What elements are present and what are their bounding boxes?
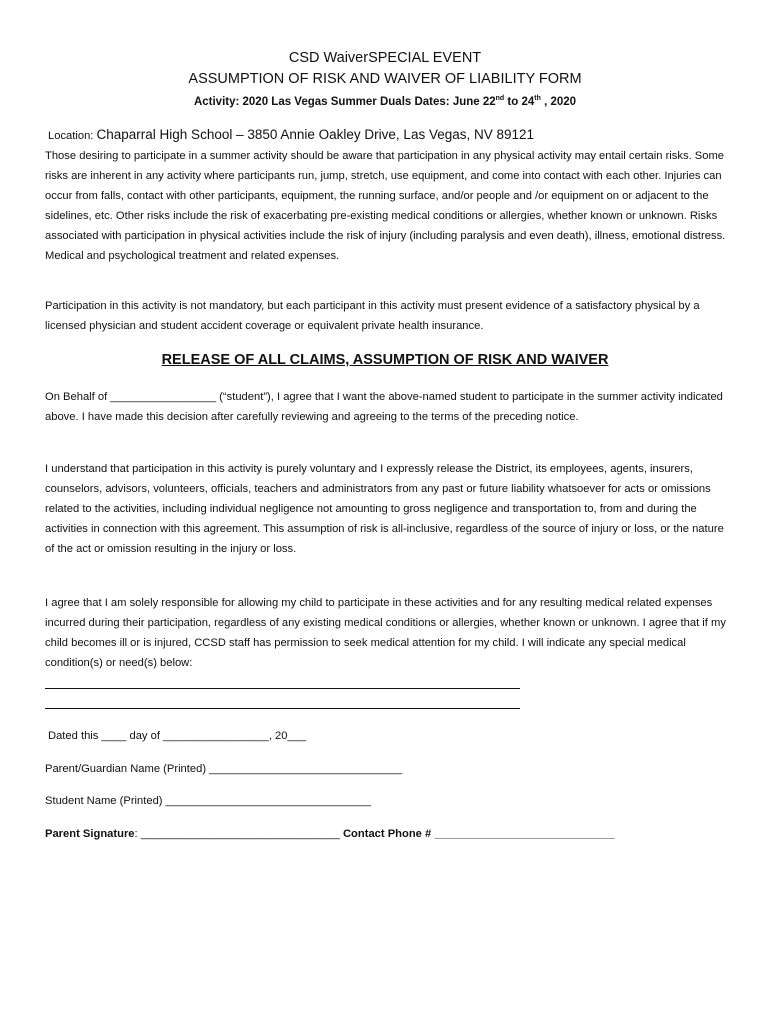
location-line: Location: Chaparral High School – 3850 Annie Oakley Drive, Las Vegas, NV 89121 xyxy=(48,127,535,142)
parent-signature-field[interactable]: Parent Signature: ________________________________ xyxy=(45,828,343,840)
activity-line: Activity: 2020 Las Vegas Summer Duals Dates: June 22nd to 24th , 2020 xyxy=(193,95,577,108)
risk-notice-paragraph: Those desiring to participate in a summer activity should be aware that participation in any physical activity may entail certain risks. Some risks are inherent in any activity where participants run, jump, stretch, use equipment, and come into contact with each other. Injuries can occur from falls, contact with other participants, equipment, the running surface, and/or people and /or equipment on or adjacent to the sidelines, etc. Other risks include the risk of exacerbating pre-existing medical conditions or allergies, whether known or unknown. Risks associated with participation in physical activities include the risk of injury (including paralysis and even death), illness, emotional distress. Medical and psychological treatment and related expenses. xyxy=(45,150,726,262)
release-heading: RELEASE OF ALL CLAIMS, ASSUMPTION OF RISK AND WAIVER xyxy=(161,352,609,368)
voluntary-release-paragraph: I understand that participation in this activity is purely voluntary and I expressly release the District, its employees, agents, insurers, counselors, advisors, volunteers, officials, teachers and administrators from any past or future liability whatsoever for acts or omissions related to the activities, including individual negligence not amounting to gross negligence and transportation to, from and during the activities in connection with this agreement. This assumption of risk is all-inclusive, regardless of the source of injury or loss, or the nature of the act or omission resulting in the injury or loss. xyxy=(45,463,724,555)
participation-paragraph: Participation in this activity is not mandatory, but each participant in this activity must present evidence of a satisfactory physical by a licensed physician and student accident coverage or equivalent private health insurance. xyxy=(45,300,700,332)
location-address: Chaparral High School – 3850 Annie Oakley Drive, Las Vegas, NV 89121 xyxy=(96,127,535,142)
form-title-line2: ASSUMPTION OF RISK AND WAIVER OF LIABILITY FORM xyxy=(188,71,582,87)
dated-field[interactable]: Dated this ____ day of _________________, 20___ xyxy=(48,730,307,742)
medical-conditions-line-1[interactable] xyxy=(45,674,520,694)
signature-row xyxy=(45,824,615,844)
parent-name-field[interactable]: Parent/Guardian Name (Printed) _______________________________ xyxy=(45,763,403,775)
contact-phone-field[interactable]: Contact Phone # _____________________________ xyxy=(342,828,615,840)
responsibility-paragraph: I agree that I am solely responsible for allowing my child to participate in these activities and for any resulting medical related expenses incurred during their participation, regardless of any existing medical conditions or allergies, whether known or unknown. I agree that if my child becomes ill or is injured, CCSD staff has permission to seek medical attention for my child. I will indicate any special medical condition(s) or need(s) below: xyxy=(45,597,726,669)
form-title-line1: CSD WaiverSPECIAL EVENT xyxy=(288,50,482,66)
student-name-field[interactable]: Student Name (Printed) _________________________________ xyxy=(45,795,371,807)
on-behalf-paragraph: On Behalf of _________________ (“student”), I agree that I want the above-named student to participate in the summer activity indicated above. I have made this decision after carefully reviewing and agreeing to the terms of the preceding notice. xyxy=(45,391,723,423)
medical-conditions-line-2[interactable] xyxy=(45,694,520,714)
